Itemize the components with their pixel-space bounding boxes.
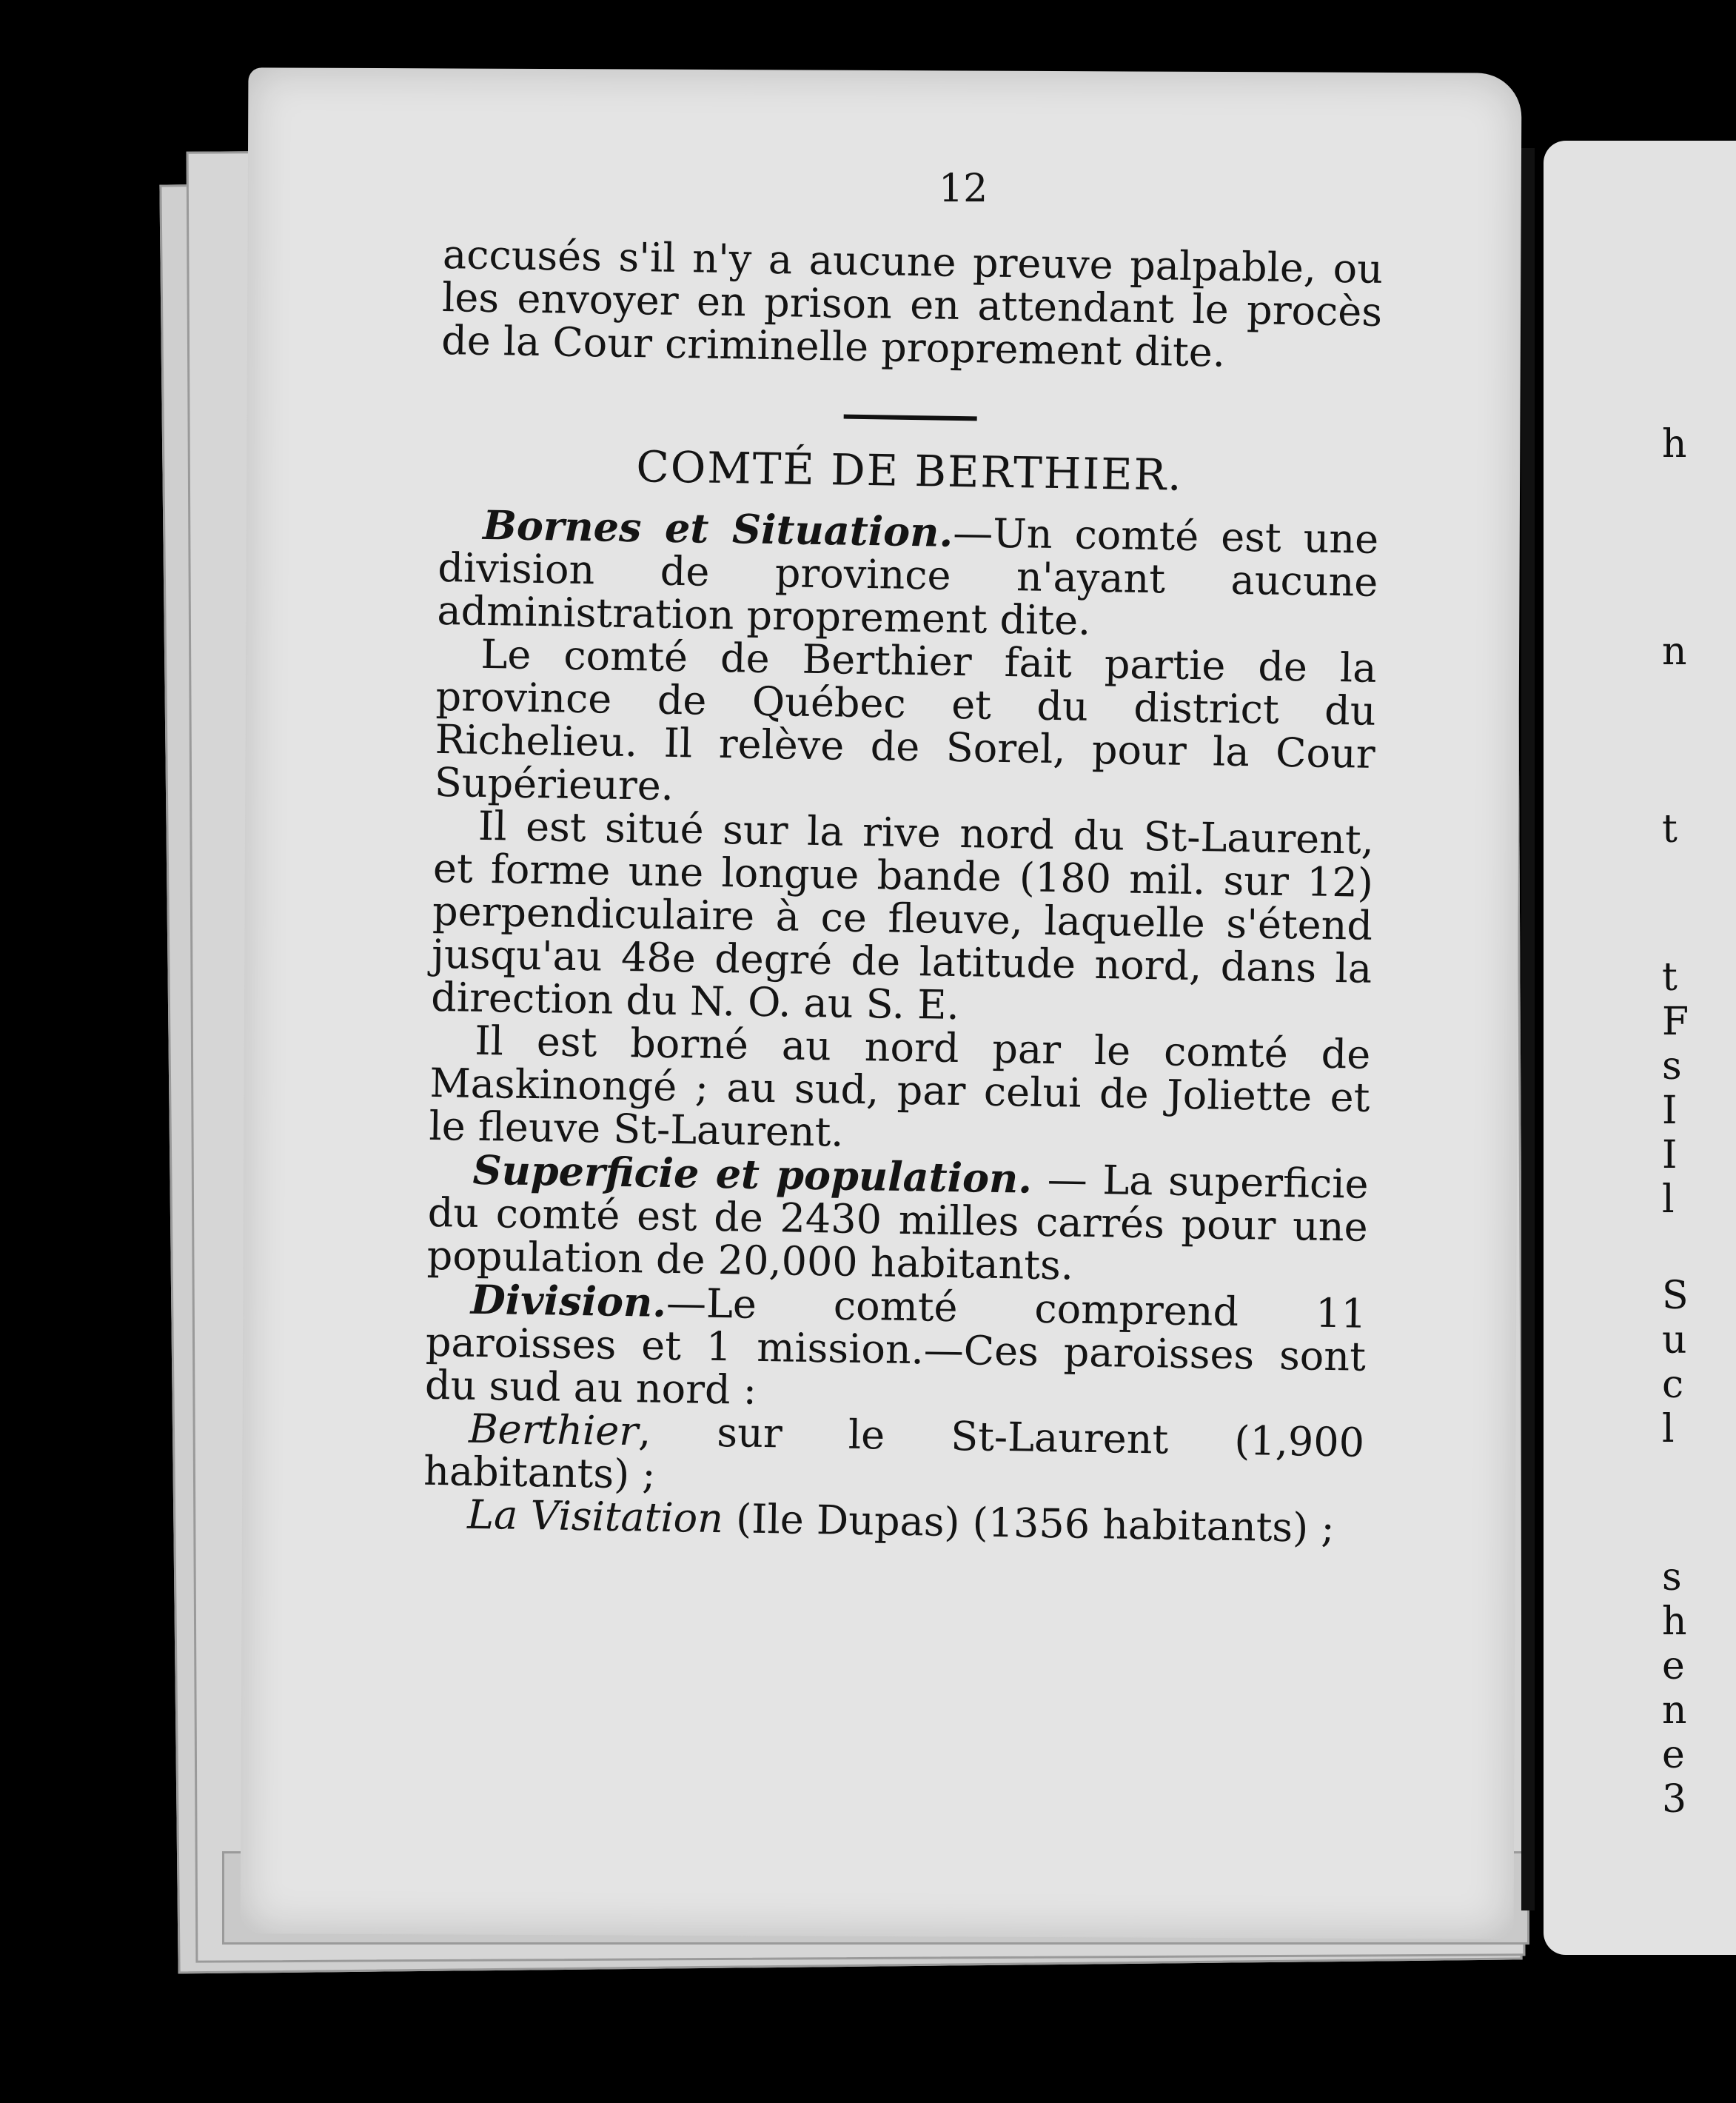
paragraph-division	[425, 1277, 1367, 1422]
parish-name: Berthier	[468, 1405, 639, 1455]
facing-page-letter: s	[1662, 1555, 1682, 1599]
facing-page-letter: I	[1662, 1133, 1678, 1177]
facing-page-letter: e	[1662, 1644, 1685, 1688]
facing-page-letter: e	[1662, 1733, 1685, 1777]
facing-page-letter: n	[1662, 629, 1687, 674]
paragraph-body: — La superficie du comté est de 2430 milles carrés pour une population de 20,000 habitants.	[426, 1155, 1369, 1289]
page-number: 12	[939, 167, 988, 211]
paragraph-body: —Le comté comprend 11 paroisses et 1 mission.—Ces paroisses sont du sud au nord :	[424, 1279, 1367, 1414]
facing-page-letter: l	[1662, 1407, 1675, 1451]
paragraph-lead: Division.	[470, 1275, 667, 1326]
paragraph-lead: Bornes et Situation.	[482, 501, 954, 556]
facing-page-letter: t	[1662, 955, 1678, 1000]
section-heading: COMTÉ DE BERTHIER.	[635, 441, 1184, 501]
book-spine	[1521, 148, 1535, 1910]
facing-page-letter: n	[1662, 1688, 1687, 1733]
facing-page-letter: I	[1662, 1089, 1678, 1133]
paragraph-body: Le comté de Berthier fait partie de la province de Québec et du district du Richelieu. Il relève de Sorel, pour la Cour Supérieure.	[434, 630, 1377, 809]
facing-page-letter: s	[1662, 1044, 1682, 1089]
paragraph-body: , sur le St-Laurent (1,900 habitants) ;	[423, 1408, 1365, 1498]
page-text	[423, 163, 1384, 1551]
facing-page-letter: c	[1662, 1363, 1684, 1407]
facing-page-letter: 3	[1662, 1777, 1687, 1822]
paragraph-situation	[431, 804, 1374, 1034]
facing-page-letter: S	[1662, 1274, 1689, 1318]
facing-page-letter: l	[1662, 1177, 1675, 1222]
paragraph-superficie	[426, 1148, 1369, 1292]
facing-page-letter: h	[1662, 1599, 1687, 1644]
facing-page-letter: F	[1662, 1000, 1689, 1044]
paragraph-bornes	[437, 503, 1379, 647]
paragraph-district	[434, 632, 1376, 819]
paragraph-body: Il est situé sur la rive nord du St-Laurent, et forme une longue bande (180 mil. sur 12) perpendiculaire à ce fleuve, laquelle s'étend jusqu'au 48e degré de latitude nord, dans la direction du N. O. au S. E.	[430, 802, 1375, 1029]
facing-page-letter: u	[1662, 1318, 1687, 1363]
paragraph-limits	[429, 1019, 1371, 1163]
parish-name: La Visitation	[466, 1491, 724, 1542]
facing-page	[1544, 141, 1736, 1955]
paragraph-body: (Ile Dupas) (1356 habitants) ;	[723, 1495, 1335, 1552]
paragraph-body: Il est borné au nord par le comté de Maskinongé ; au sud, par celui de Joliette et le fleuve St-Laurent.	[429, 1017, 1371, 1156]
facing-page-letter: h	[1662, 422, 1687, 467]
section-divider	[844, 415, 977, 421]
paragraph-body: —Un comté est une division de province n'ayant aucune administration proprement dite.	[437, 509, 1379, 644]
paragraph-lead: Superficie et population.	[472, 1146, 1033, 1203]
intro-paragraph: accusés s'il n'y a aucune preuve palpable, ou les envoyer en prison en attendant le procès de la Cour criminelle proprement dite.	[440, 230, 1384, 376]
facing-page-letter: t	[1662, 807, 1678, 852]
